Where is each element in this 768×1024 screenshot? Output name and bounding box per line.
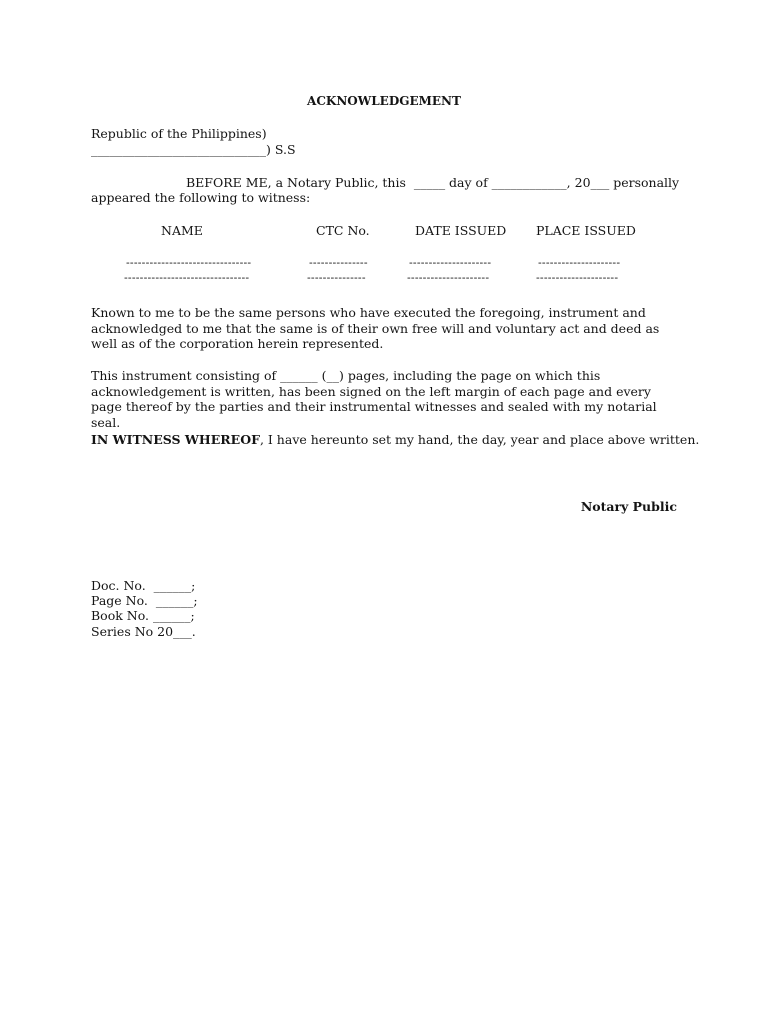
row1-date-blank: ---------------------: [409, 256, 492, 269]
row1-name-blank: --------------------------------: [126, 256, 252, 269]
venue-line-2: ____________________________) S.S: [91, 142, 296, 157]
before-me-line-1: BEFORE ME, a Notary Public, this _____ day of ____________, 20___ personally: [186, 175, 680, 190]
row2-name-blank: --------------------------------: [124, 271, 250, 284]
header-place-issued: PLACE ISSUED: [536, 223, 636, 238]
instrument-paragraph: This instrument consisting of ______ (__) pages, including the page on which this acknowledgement is written, has been signed on the left margin of each page and every page thereof by the parties and their instrumental witnesses and sealed with my notarial seal.: [91, 368, 657, 430]
witness-whereof-text: , I have hereunto set my hand, the day, year and place above written.: [259, 432, 700, 447]
page-no: Page No. ______;: [91, 593, 198, 608]
row2-place-blank: ---------------------: [536, 271, 619, 284]
book-no: Book No. ______;: [91, 608, 195, 623]
doc-no: Doc. No. ______;: [91, 578, 196, 593]
document-title: ACKNOWLEDGEMENT: [307, 94, 461, 108]
witness-whereof-line: [91, 432, 699, 448]
known-paragraph: Known to me to be the same persons who have executed the foregoing, instrument and acknowledged to me that the same is of their own free will and voluntary act and deed as well as of the corporation herein represented.: [91, 305, 660, 351]
header-name: NAME: [161, 223, 203, 238]
row2-ctc-blank: ---------------: [307, 271, 366, 284]
row1-ctc-blank: ---------------: [309, 256, 368, 269]
notary-public-label: Notary Public: [580, 499, 677, 514]
header-date-issued: DATE ISSUED: [415, 223, 507, 238]
row1-place-blank: ---------------------: [538, 256, 621, 269]
header-ctc-no: CTC No.: [316, 223, 370, 238]
before-me-line-2: appeared the following to witness:: [91, 190, 311, 205]
venue-line-1: Republic of the Philippines): [91, 126, 267, 141]
witness-whereof-bold: IN WITNESS WHEREOF: [91, 432, 260, 447]
row2-date-blank: ---------------------: [407, 271, 490, 284]
series-no: Series No 20___.: [91, 624, 196, 639]
